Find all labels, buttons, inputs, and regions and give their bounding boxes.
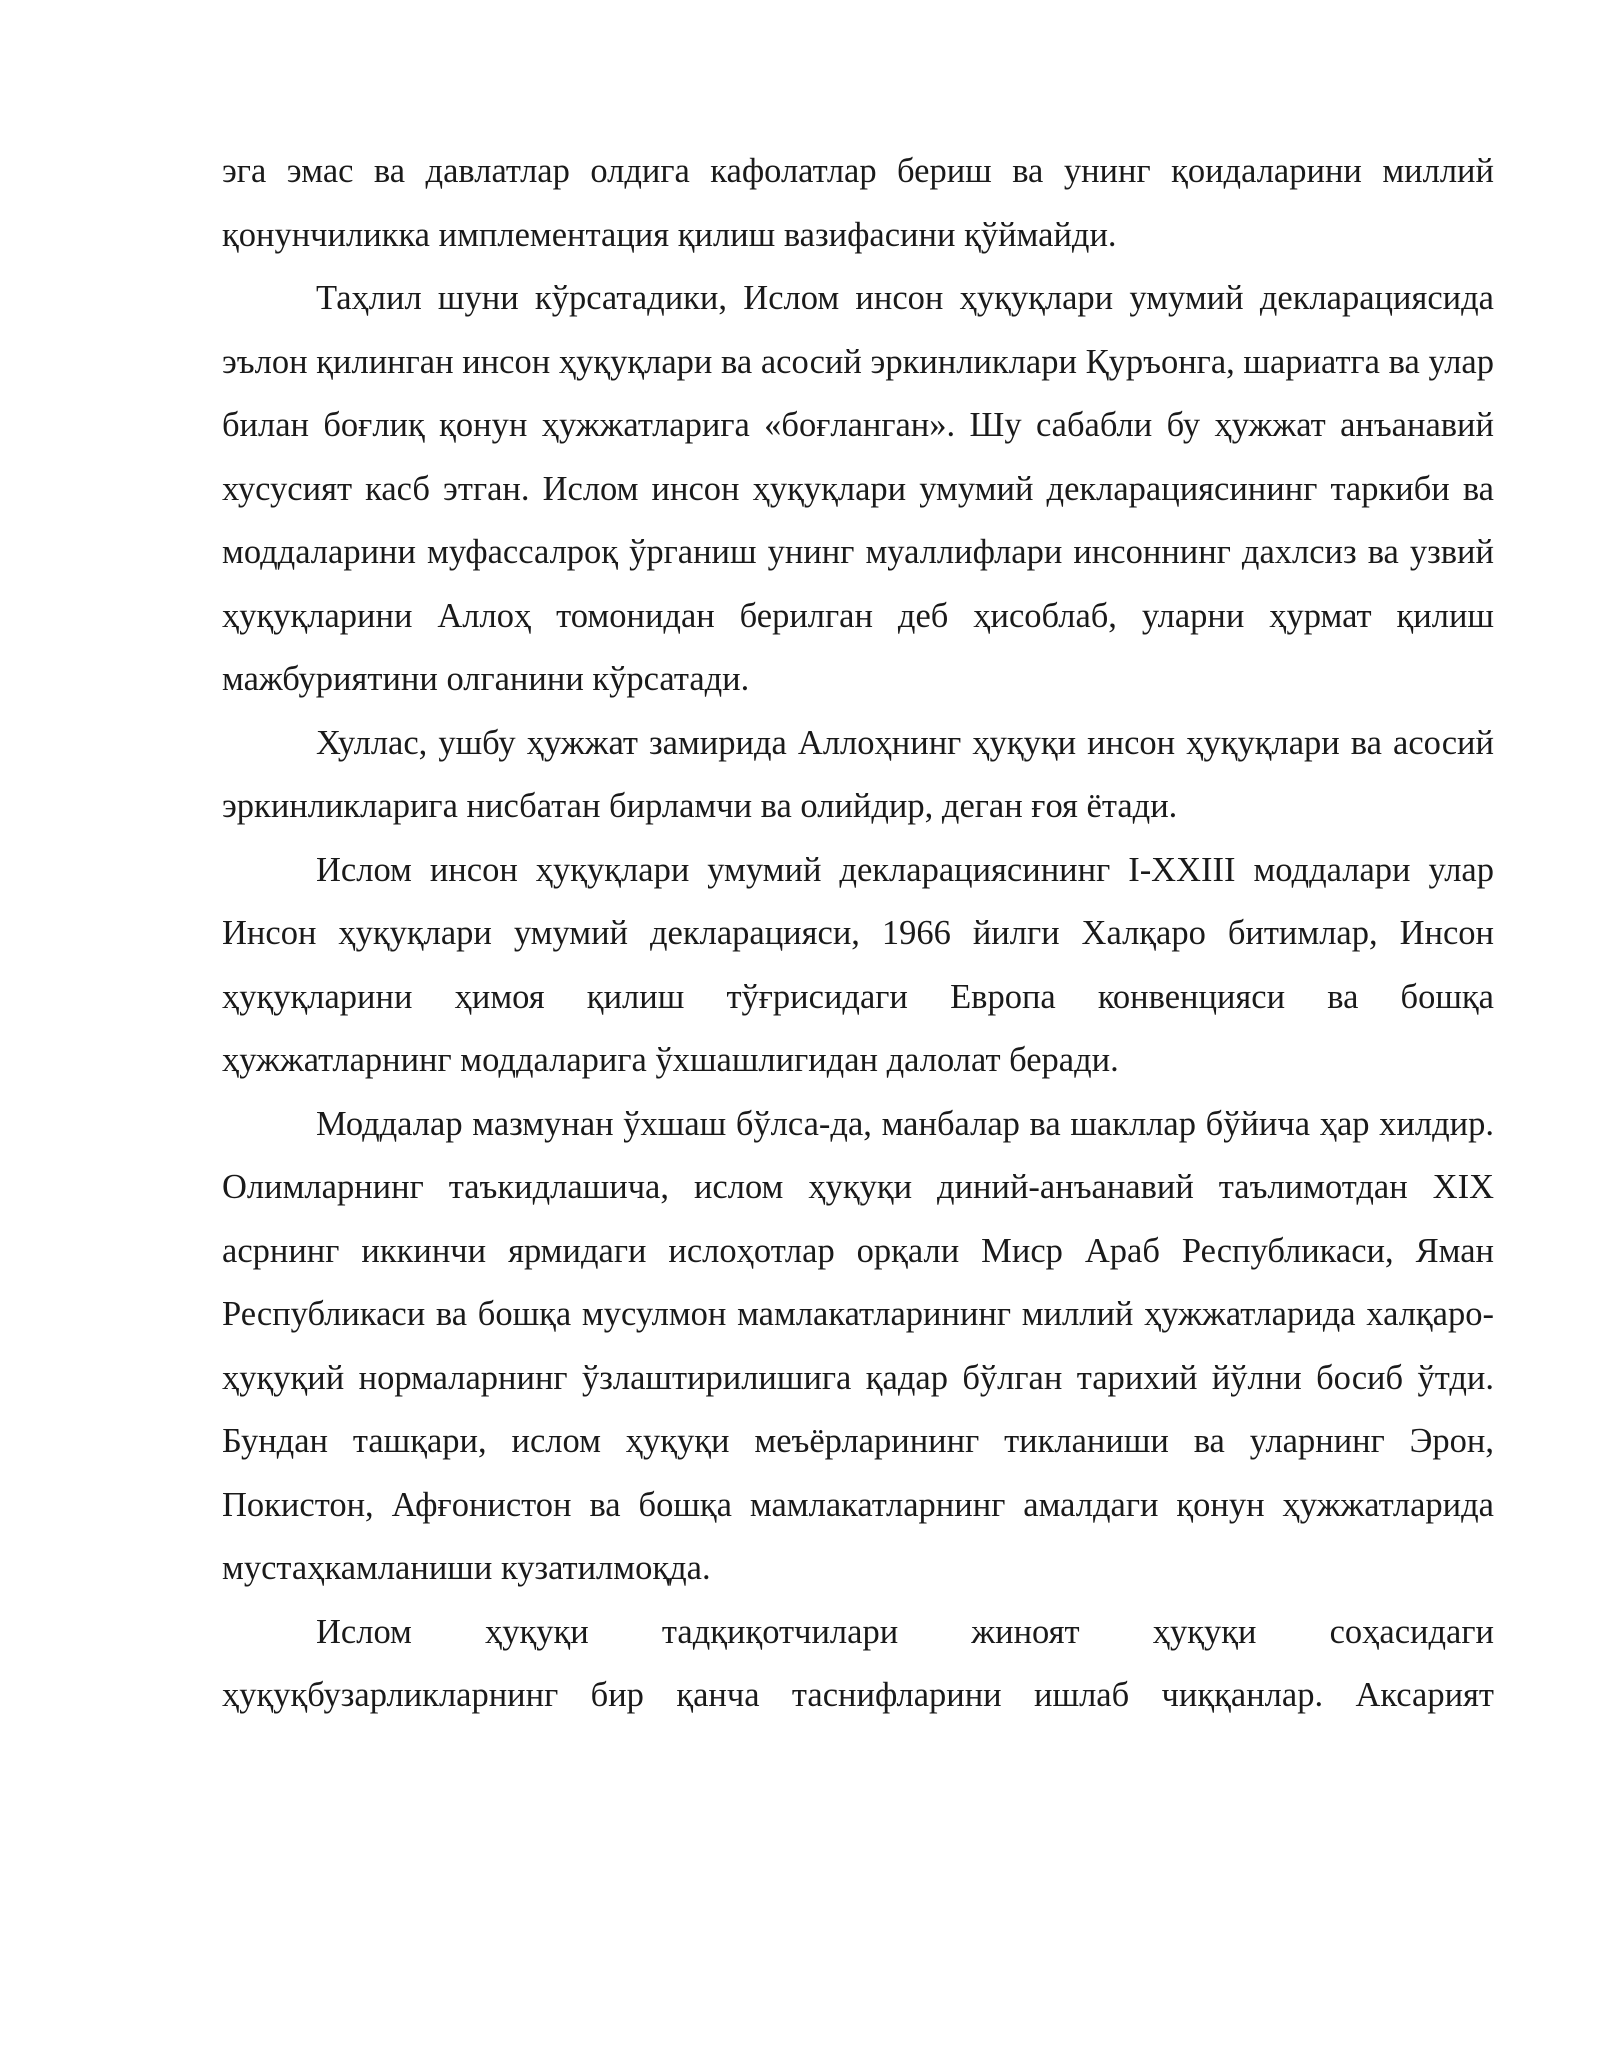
paragraph-analysis: Таҳлил шуни кўрсатадики, Ислом инсон ҳуқуқлари умумий декларациясида эълон қилинган инсон ҳуқуқлари ва асосий эркинликлари Қуръонга, шариатга ва улар билан боғлиқ қонун ҳужжатларига «боғланган». Шу сабабли бу ҳужжат анъанавий хусусият касб этган. Ислом инсон ҳуқуқлари умумий декларациясининг таркиби ва моддаларини муфассалроқ ўрганиш унинг муаллифлари инсоннинг дахлсиз ва узвий ҳуқуқларини Аллоҳ томонидан берилган деб ҳисоблаб, уларни ҳурмат қилиш мажбуриятини олганини кўрсатади. [222,279,1494,698]
paragraph-classifications: Ислом ҳуқуқи тадқиқотчилари жиноят ҳуқуқи соҳасидаги ҳуқуқбузарликларнинг бир қанча таснифларини ишлаб чиққанлар. Аксарият [222,1612,1494,1714]
document-page [222,140,1494,1728]
paragraph-sources-and-forms: Моддалар мазмунан ўхшаш бўлса-да, манбалар ва шакллар бўйича ҳар хилдир. Олимларнинг таъкидлашича, ислом ҳуқуқи диний-анъанавий таълимотдан XIX асрнинг иккинчи ярмидаги ислоҳотлар орқали Миср Араб Республикаси, Яман Республикаси ва бошқа мусулмон мамлакатларининг миллий ҳужжатларида халқаро-ҳуқуқий нормаларнинг ўзлаштирилишига қадар бўлган тарихий йўлни босиб ўтди. Бундан ташқари, ислом ҳуқуқи меъёрларининг тикланиши ва уларнинг Эрон, Покистон, Афғонистон ва бошқа мамлакатларнинг амалдаги қонун ҳужжатларида мустаҳкамланиши кузатилмоқда. [222,1104,1494,1587]
paragraph-articles-similarity: Ислом инсон ҳуқуқлари умумий декларациясининг I-XXIII моддалари улар Инсон ҳуқуқлари умумий декларацияси, 1966 йилги Халқаро битимлар, Инсон ҳуқуқларини ҳимоя қилиш тўғрисидаги Европа конвенцияси ва бошқа ҳужжатларнинг моддаларига ўхшашлигидан далолат беради. [222,850,1494,1079]
paragraph-conclusion: Хуллас, ушбу ҳужжат замирида Аллоҳнинг ҳуқуқи инсон ҳуқуқлари ва асосий эркинликларига нисбатан бирламчи ва олийдир, деган ғоя ётади. [222,723,1494,825]
paragraph-continued-from-previous-page: эга эмас ва давлатлар олдига кафолатлар бериш ва унинг қоидаларини миллий қонунчиликка имплементация қилиш вазифасини қўймайди. [222,152,1494,254]
